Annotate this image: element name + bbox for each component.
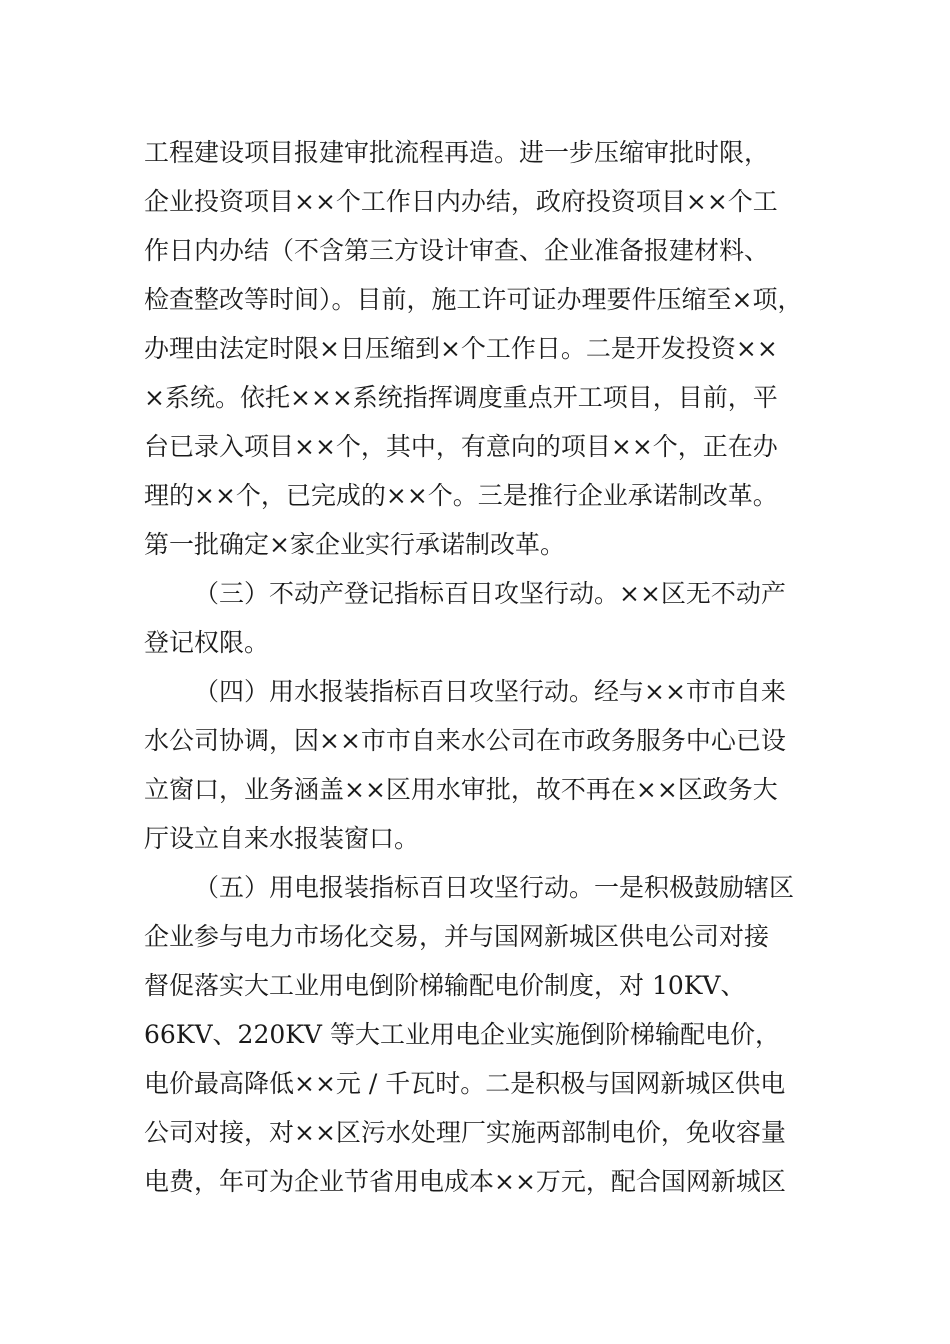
text-line: ×系统。依托×××系统指挥调度重点开工项目，目前，平 (144, 383, 778, 412)
paragraph-water-connection (144, 667, 824, 863)
text-line: 工程建设项目报建审批流程再造。进一步压缩审批时限， (144, 138, 770, 167)
text-line: 台已录入项目××个，其中，有意向的项目××个，正在办 (144, 432, 778, 461)
text-line: 公司对接，对××区污水处理厂实施两部制电价，免收容量 (144, 1118, 786, 1147)
text-line: 电价最高降低××元 / 千瓦时。二是积极与国网新城区供电 (144, 1069, 786, 1098)
text-line: 66KV、220KV 等大工业用电企业实施倒阶梯输配电价， (144, 1020, 780, 1049)
document-body (144, 128, 824, 1206)
text-line: 检查整改等时间）。目前，施工许可证办理要件压缩至×项， (144, 285, 803, 314)
text-line: 理的××个，已完成的××个。三是推行企业承诺制改革。 (144, 481, 778, 510)
text-line: 电费，年可为企业节省用电成本××万元，配合国网新城区 (144, 1167, 786, 1196)
text-line: 登记权限。 (144, 628, 270, 657)
section-heading-line: （三）不动产登记指标百日攻坚行动。××区无不动产 (194, 579, 786, 608)
paragraph-property-registration (144, 569, 824, 667)
paragraph-construction (144, 128, 824, 569)
text-line: 企业投资项目××个工作日内办结，政府投资项目××个工 (144, 187, 778, 216)
text-line: 水公司协调，因××市市自来水公司在市政务服务中心已设 (144, 726, 786, 755)
text-line: 督促落实大工业用电倒阶梯输配电价制度，对 10KV、 (144, 971, 746, 1000)
text-line: 厅设立自来水报装窗口。 (144, 824, 420, 853)
section-heading-line: （四）用水报装指标百日攻坚行动。经与××市市自来 (194, 677, 786, 706)
text-line: 办理由法定时限×日压缩到×个工作日。二是开发投资×× (144, 334, 778, 363)
text-line: 作日内办结（不含第三方设计审查、企业准备报建材料、 (144, 236, 770, 265)
paragraph-electricity-connection (144, 863, 824, 1206)
text-line: 立窗口，业务涵盖××区用水审批，故不再在××区政务大 (144, 775, 778, 804)
section-heading-line: （五）用电报装指标百日攻坚行动。一是积极鼓励辖区 (194, 873, 795, 902)
text-line: 企业参与电力市场化交易，并与国网新城区供电公司对接 (144, 922, 770, 951)
text-line: 第一批确定×家企业实行承诺制改革。 (144, 530, 565, 559)
